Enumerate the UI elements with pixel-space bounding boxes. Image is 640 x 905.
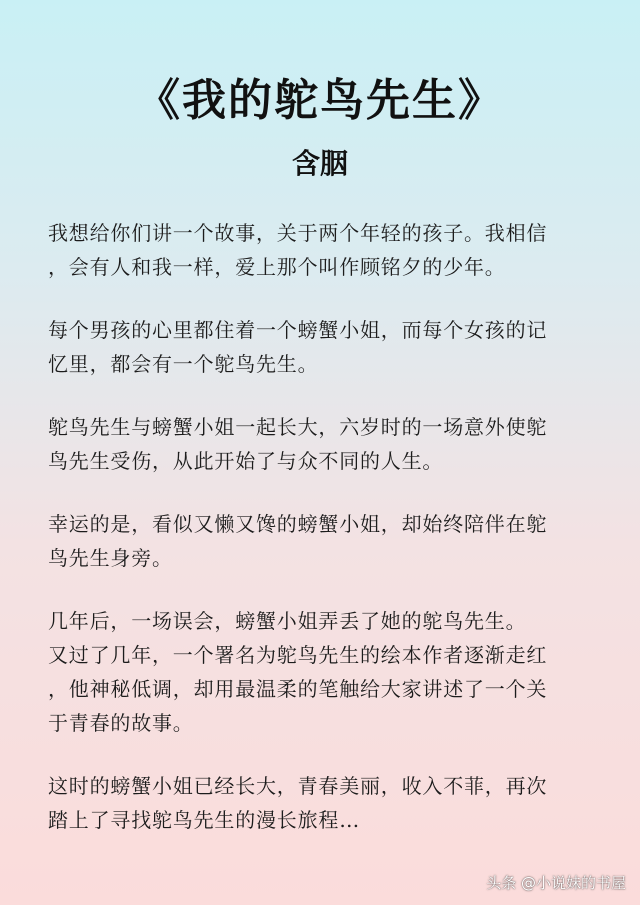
text-line: ，他神秘低调，却用最温柔的笔触给大家讲述了一个关 [48, 677, 548, 701]
book-title: 《我的鸵鸟先生》 [136, 75, 504, 126]
source-watermark: 头条 @小说妹的书屋 [486, 874, 626, 892]
text-line: 鸟先生身旁。 [48, 546, 173, 570]
paragraph [48, 216, 608, 284]
text-line: 鸵鸟先生与螃蟹小姐一起长大，六岁时的一场意外使鸵 [48, 415, 548, 439]
synopsis [48, 216, 608, 866]
paragraph [48, 507, 608, 575]
paragraph [48, 410, 608, 478]
paragraph [48, 604, 608, 740]
paragraph [48, 769, 608, 837]
text-line: 这时的螃蟹小姐已经长大，青春美丽，收入不菲，再次 [48, 774, 548, 798]
text-line: 鸟先生受伤，从此开始了与众不同的人生。 [48, 449, 444, 473]
text-line: 忆里，都会有一个鸵鸟先生。 [48, 352, 319, 376]
text-line: 幸运的是，看似又懒又馋的螃蟹小姐，却始终陪伴在鸵 [48, 512, 548, 536]
paragraph [48, 313, 608, 381]
text-line: ，会有人和我一样，爱上那个叫作顾铭夕的少年。 [48, 255, 506, 279]
text-line: 踏上了寻找鸵鸟先生的漫长旅程… [48, 808, 360, 832]
text-line: 每个男孩的心里都住着一个螃蟹小姐，而每个女孩的记 [48, 318, 548, 342]
text-line: 于青春的故事。 [48, 711, 194, 735]
author-name: 含胭 [291, 147, 348, 180]
text-line: 几年后，一场误会，螃蟹小姐弄丢了她的鸵鸟先生。 [48, 609, 527, 633]
text-line: 我想给你们讲一个故事，关于两个年轻的孩子。我相信 [48, 221, 548, 245]
text-line: 又过了几年，一个署名为鸵鸟先生的绘本作者逐渐走红 [48, 643, 548, 667]
